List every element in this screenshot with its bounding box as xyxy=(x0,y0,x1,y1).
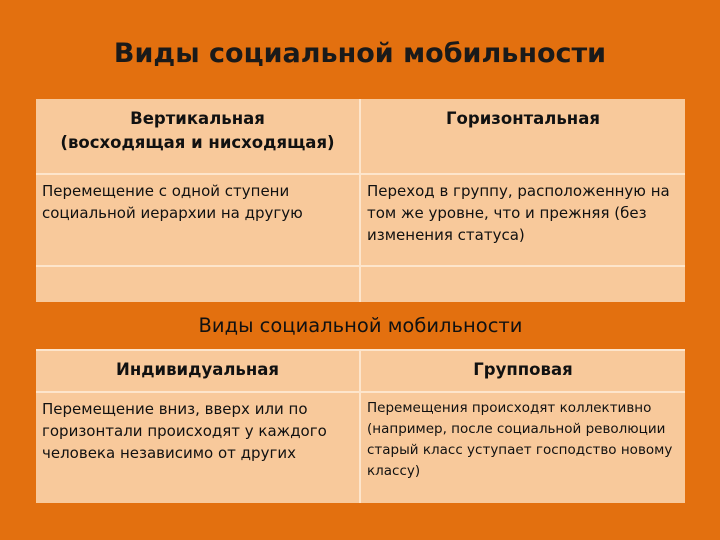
slide-title: Виды социальной мобильности xyxy=(113,38,607,69)
individual-header: Индивидуальная xyxy=(36,351,359,391)
individual-description: Перемещение вниз, вверх или по горизонтали происходят у каждого человека независимо от других xyxy=(36,393,359,503)
group-description: Перемещения происходят коллективно (например, после социальной революции старый класс уступает господство новому классу) xyxy=(361,393,685,503)
mobility-table xyxy=(36,99,685,503)
vertical-description: Перемещение с одной ступени социальной иерархии на другую xyxy=(36,175,359,265)
empty-cell-right xyxy=(361,267,685,302)
vertical-header-title: Вертикальная xyxy=(130,109,265,128)
horizontal-description: Переход в группу, расположенную на том же уровне, что и прежняя (без изменения статуса) xyxy=(361,175,685,265)
vertical-header-subtitle: (восходящая и нисходящая) xyxy=(60,133,335,152)
group-header: Групповая xyxy=(361,351,685,391)
empty-cell-left xyxy=(36,267,359,302)
section-band-title: Виды социальной мобильности xyxy=(36,302,685,349)
horizontal-header: Горизонтальная xyxy=(361,99,685,173)
vertical-header xyxy=(36,99,359,173)
